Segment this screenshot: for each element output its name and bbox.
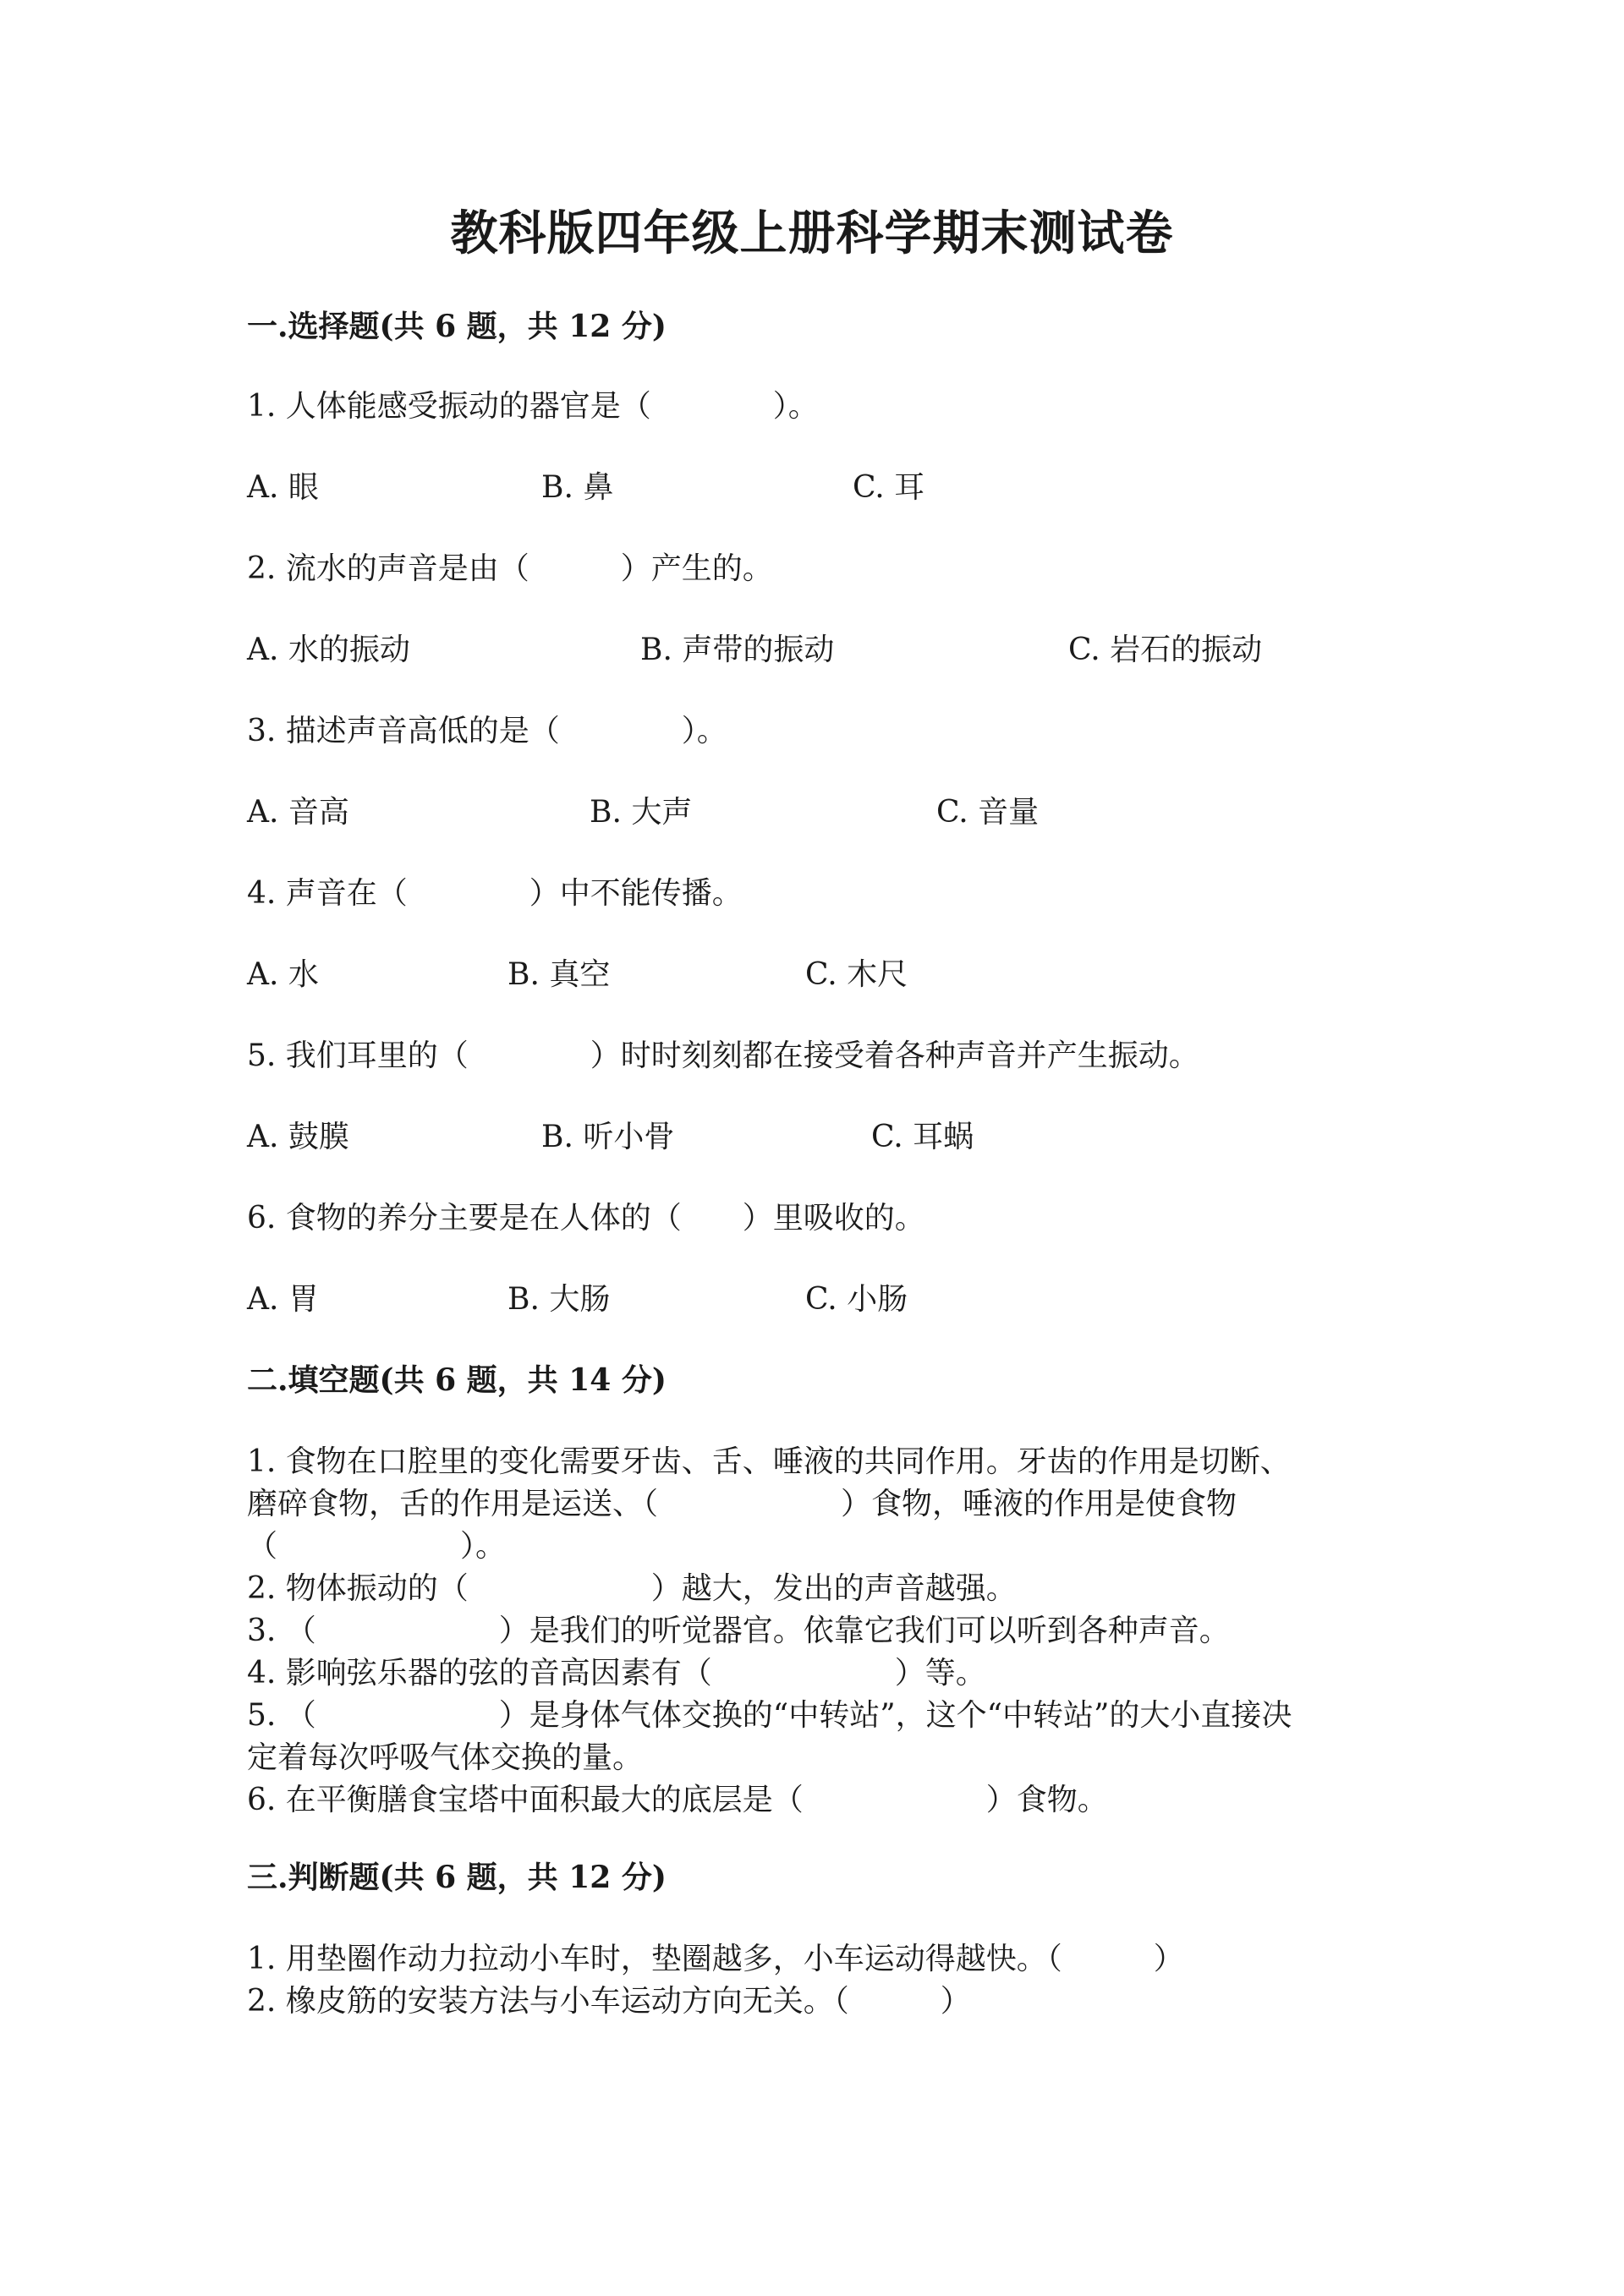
fill-line: 3. （ ）是我们的听觉器官。依靠它我们可以听到各种声音。 (247, 1614, 1230, 1648)
question-text: 1. 人体能感受振动的器官是（ ）。 (247, 389, 819, 424)
section-heading-choice: 一.选择题(共 6 题，共 12 分) (247, 309, 667, 344)
fill-line: （ ）。 (247, 1529, 507, 1564)
section-heading-judge: 三.判断题(共 6 题，共 12 分) (247, 1860, 667, 1895)
option-c: C. 岩石的振动 (1068, 633, 1263, 667)
option-b: B. 鼻 (541, 470, 614, 505)
fill-line: 1. 食物在口腔里的变化需要牙齿、舌、唾液的共同作用。牙齿的作用是切断、 (247, 1444, 1291, 1479)
section-heading-fill: 二.填空题(共 6 题，共 14 分) (247, 1362, 667, 1398)
option-c: C. 木尺 (805, 957, 908, 992)
option-a: A. 鼓膜 (247, 1120, 349, 1154)
option-b: B. 真空 (508, 957, 611, 992)
option-c: C. 耳蜗 (871, 1120, 974, 1154)
fill-line: 2. 物体振动的（ ）越大，发出的声音越强。 (247, 1571, 1017, 1606)
question-text: 2. 流水的声音是由（ ）产生的。 (247, 551, 773, 586)
option-b: B. 听小骨 (541, 1120, 675, 1154)
exam-title: 教科版四年级上册科学期末测试卷 (450, 205, 1174, 261)
option-a: A. 水的振动 (247, 633, 410, 667)
option-a: A. 眼 (247, 470, 319, 505)
fill-line: 5. （ ）是身体气体交换的“中转站”，这个“中转站”的大小直接决 (247, 1698, 1292, 1733)
judge-line: 1. 用垫圈作动力拉动小车时，垫圈越多，小车运动得越快。（ ） (247, 1942, 1184, 1976)
judge-line: 2. 橡皮筋的安装方法与小车运动方向无关。（ ） (247, 1984, 971, 2019)
question-text: 6. 食物的养分主要是在人体的（ ）里吸收的。 (247, 1201, 925, 1236)
fill-line: 磨碎食物，舌的作用是运送、（ ）食物，唾液的作用是使食物 (247, 1487, 1237, 1521)
fill-line: 4. 影响弦乐器的弦的音高因素有（ ）等。 (247, 1656, 986, 1690)
option-b: B. 大声 (590, 795, 693, 830)
question-text: 5. 我们耳里的（ ）时时刻刻都在接受着各种声音并产生振动。 (247, 1038, 1199, 1073)
option-a: A. 胃 (247, 1282, 319, 1317)
option-a: A. 音高 (247, 795, 349, 830)
fill-line: 定着每次呼吸气体交换的量。 (247, 1740, 644, 1775)
option-c: C. 音量 (936, 795, 1040, 830)
option-a: A. 水 (247, 957, 319, 992)
option-b: B. 大肠 (508, 1282, 611, 1317)
question-text: 3. 描述声音高低的是（ ）。 (247, 714, 727, 748)
option-c: C. 耳 (853, 470, 925, 505)
question-text: 4. 声音在（ ）中不能传播。 (247, 876, 743, 911)
option-b: B. 声带的振动 (640, 633, 835, 667)
option-c: C. 小肠 (805, 1282, 908, 1317)
fill-line: 6. 在平衡膳食宝塔中面积最大的底层是（ ）食物。 (247, 1783, 1108, 1817)
